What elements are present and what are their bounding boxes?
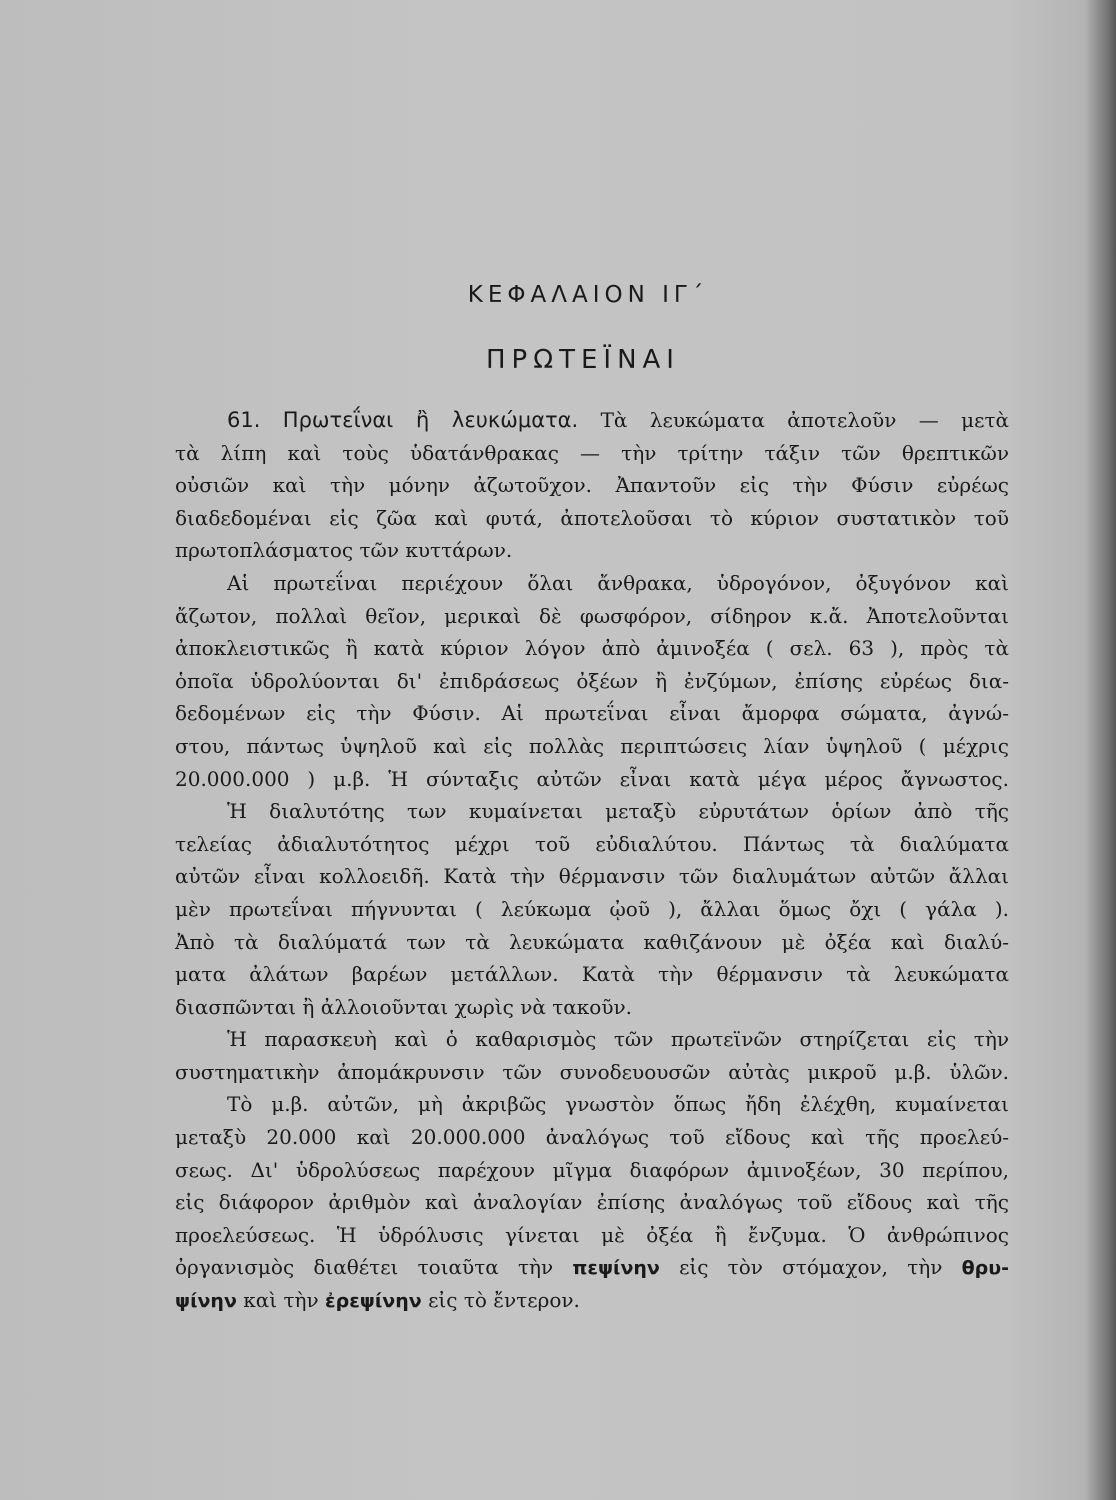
- page-gutter-shadow: [1086, 0, 1116, 1500]
- text-line: συστηματικὴν ἀπομάκρυνσιν τῶν συνοδευουσῶν αὐτὰς μικροῦ μ.β. ὑλῶν.: [175, 1059, 1009, 1084]
- text-line: αὐτῶν εἶναι κολλοειδῆ. Κατὰ τὴν θέρμανσιν τῶν διαλυμάτων αὐτῶν ἄλλαι: [175, 864, 1009, 889]
- section-title: Πρωτεΐναι ἢ λευκώματα.: [282, 408, 579, 432]
- paragraph-start-line: Ἡ παρασκευὴ καὶ ὁ καθαρισμὸς τῶν πρωτεϊνῶν στηρίζεται εἰς τὴν: [227, 1027, 1009, 1052]
- term-trypsin-end: ψίνην: [175, 1290, 237, 1313]
- text-line: σεως. Δι' ὑδρολύσεως παρέχουν μῖγμα διαφόρων ἀμινοξέων, 30 περίπου,: [175, 1157, 1009, 1182]
- paragraph-start-line: Ἡ διαλυτότης των κυμαίνεται μεταξὺ εὐρυτάτων ὁρίων ἀπὸ τῆς: [227, 799, 1009, 824]
- text-line: ὁποῖα ὑδρολύονται δι' ἐπιδράσεως ὀξέων ἢ ἐνζύμων, ἐπίσης εὐρέως δια-: [175, 668, 1009, 693]
- text-line: εἰς διάφορον ἀριθμὸν καὶ ἀναλογίαν ἐπίσης ἀναλόγως τοῦ εἴδους καὶ τῆς: [175, 1190, 1009, 1215]
- text-line: δεδομένων εἰς τὴν Φύσιν. Αἱ πρωτεΐναι εἶναι ἄμορφα σώματα, ἀγνώ-: [175, 701, 1009, 726]
- text-fragment: εἰς τὸ ἔντερον.: [428, 1288, 580, 1313]
- paragraph-start-line: Τὸ μ.β. αὐτῶν, μὴ ἀκριβῶς γνωστὸν ὅπως ἤδη ἐλέχθη, κυμαίνεται: [227, 1092, 1009, 1117]
- text-line: ἄζωτον, πολλαὶ θεῖον, μερικαὶ δὲ φωσφόρον, σίδηρον κ.ἄ. Ἀποτελοῦνται: [175, 603, 1009, 628]
- section-heading-line: [175, 404, 1009, 437]
- text-line-enzymes: [175, 1251, 1009, 1284]
- term-erepsin: ἐρεψίνην: [325, 1290, 422, 1313]
- paragraph-start-line: Αἱ πρωτεΐναι περιέχουν ὅλαι ἄνθρακα, ὑδρογόνον, ὀξυγόνον καὶ: [227, 570, 1009, 595]
- body-text: [175, 404, 1009, 1317]
- text-line: διασπῶνται ἢ ἀλλοιοῦνται χωρὶς νὰ τακοῦν.: [175, 994, 633, 1019]
- text-line: διαδεδομέναι εἰς ζῶα καὶ φυτά, ἀποτελοῦσαι τὸ κύριον συστατικὸν τοῦ: [175, 505, 1009, 530]
- term-trypsin-start: θρυ-: [961, 1257, 1009, 1280]
- section-intro-text: Τὰ λευκώματα ἀποτελοῦν — μετὰ: [600, 408, 1010, 432]
- section-number: 61.: [227, 408, 261, 432]
- text-line: στου, πάντως ὑψηλοῦ καὶ εἰς πολλὰς περιπτώσεις λίαν ὑψηλοῦ ( μέχρις: [175, 733, 1009, 758]
- text-line: 20.000.000 ) μ.β. Ἡ σύνταξις αὐτῶν εἶναι κατὰ μέγα μέρος ἄγνωστος.: [175, 766, 1009, 791]
- text-line: ματα ἀλάτων βαρέων μετάλλων. Κατὰ τὴν θέρμανσιν τὰ λευκώματα: [175, 962, 1009, 987]
- term-pepsin: πεψίνην: [572, 1257, 660, 1280]
- chapter-heading: ΚΕΦΑΛΑΙΟΝ ΙΓ΄: [467, 282, 709, 308]
- text-line: Ἀπὸ τὰ διαλύματά των τὰ λευκώματα καθιζάνουν μὲ ὀξέα καὶ διαλύ-: [175, 929, 1009, 954]
- text-line: μὲν πρωτεΐναι πήγνυνται ( λεύκωμα ᾠοῦ ), ἄλλαι ὅμως ὄχι ( γάλα ).: [175, 896, 1009, 921]
- text-line: τελείας ἀδιαλυτότητος μέχρι τοῦ εὐδιαλύτου. Πάντως τὰ διαλύματα: [175, 831, 1009, 856]
- text-line: προελεύσεως. Ἡ ὑδρόλυσις γίνεται μὲ ὀξέα ἢ ἔνζυμα. Ὁ ἀνθρώπινος: [175, 1222, 1009, 1247]
- text-line-final: [175, 1284, 1009, 1317]
- text-fragment: ὀργανισμὸς διαθέτει τοιαῦτα τὴν: [175, 1255, 554, 1280]
- text-fragment: καὶ τὴν: [243, 1288, 319, 1313]
- text-fragment: εἰς τὸν στόμαχον, τὴν: [679, 1255, 943, 1280]
- text-line: μεταξὺ 20.000 καὶ 20.000.000 ἀναλόγως τοῦ εἴδους καὶ τῆς προελεύ-: [175, 1125, 1009, 1150]
- text-line: πρωτοπλάσματος τῶν κυττάρων.: [175, 538, 513, 563]
- text-line: ἀποκλειστικῶς ἢ κατὰ κύριον λόγον ἀπὸ ἀμινοξέα ( σελ. 63 ), πρὸς τὰ: [175, 636, 1009, 661]
- text-line: οὐσιῶν καὶ τὴν μόνην ἀζωτοῦχον. Ἀπαντοῦν εἰς τὴν Φύσιν εὐρέως: [175, 473, 1009, 498]
- text-line: τὰ λίπη καὶ τοὺς ὑδατάνθρακας — τὴν τρίτην τάξιν τῶν θρεπτικῶν: [175, 440, 1009, 465]
- chapter-title: ΠΡΩΤΕΪΝΑΙ: [486, 345, 680, 375]
